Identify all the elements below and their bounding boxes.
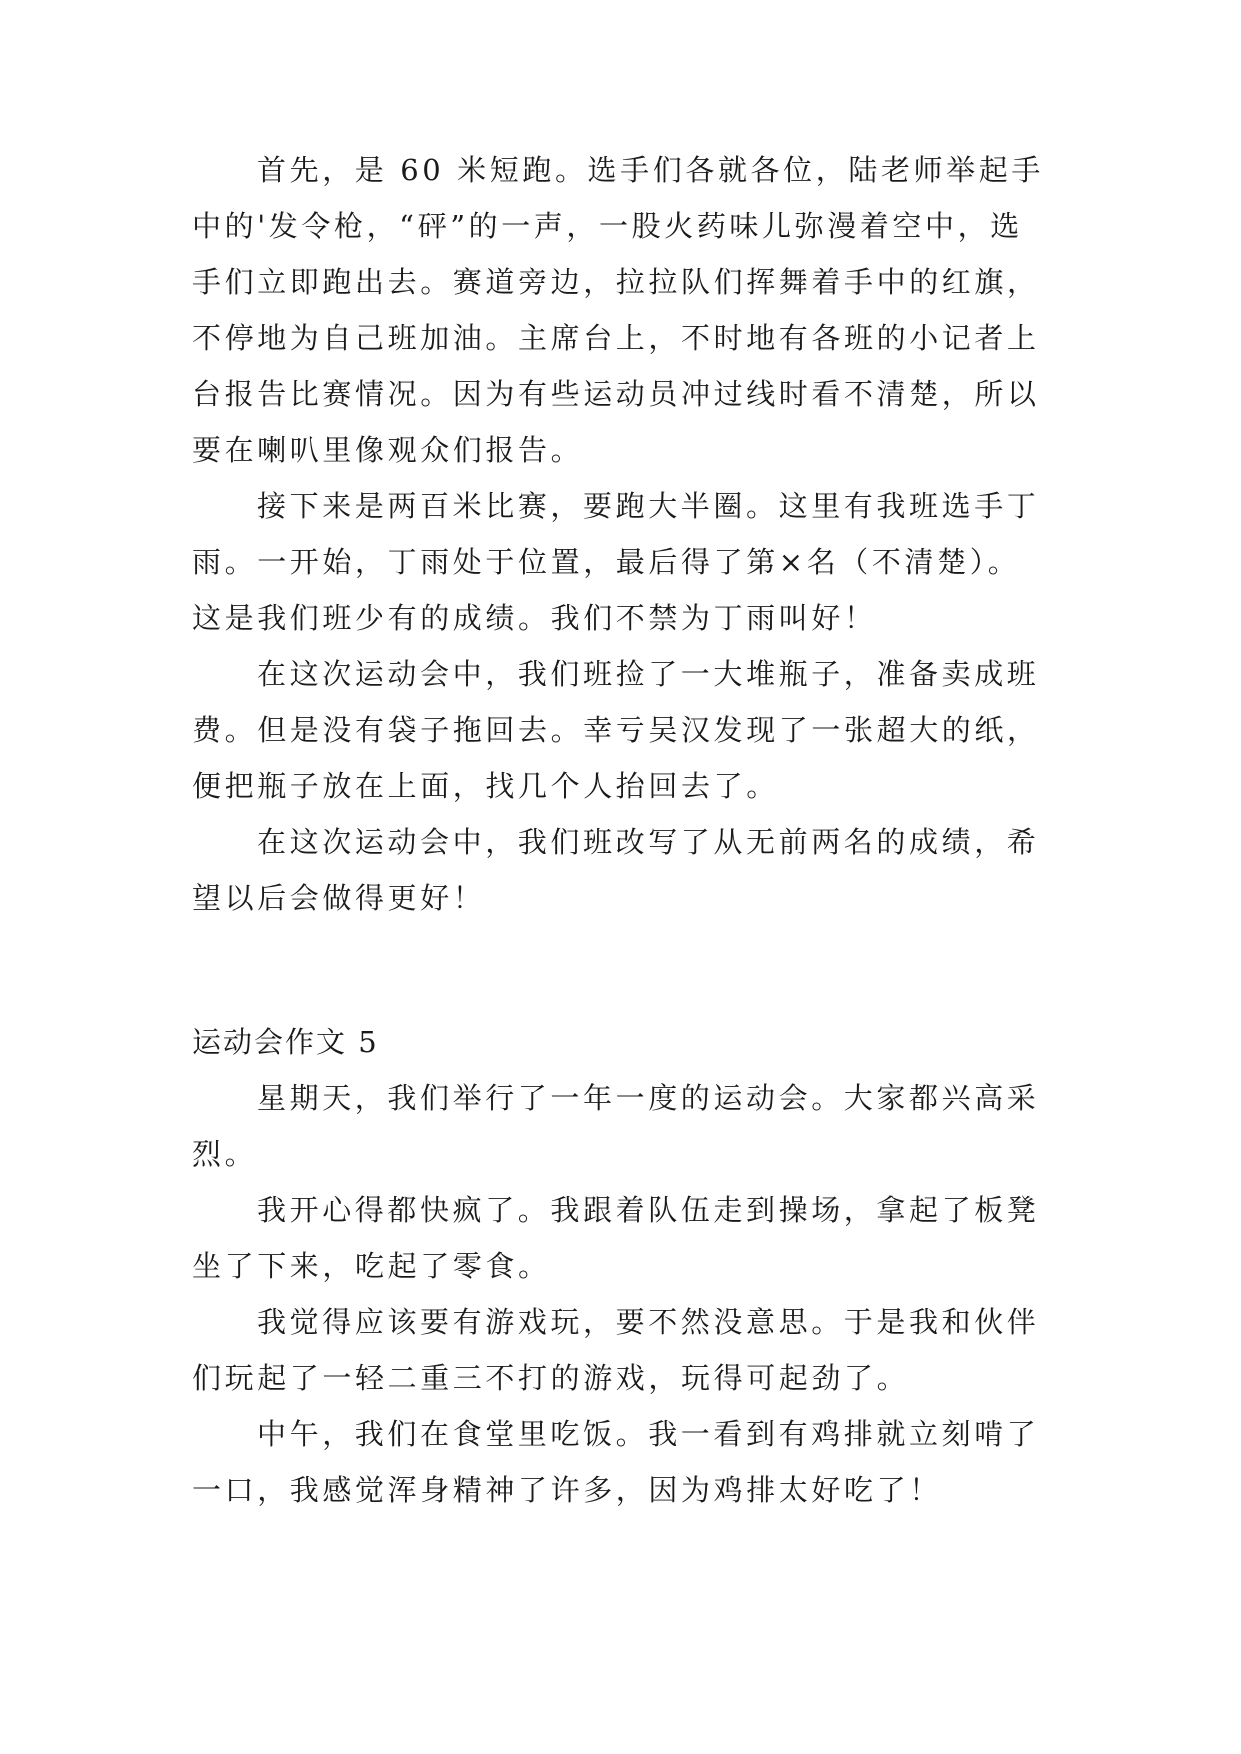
essay-paragraph-2-line-1: 我开心得都快疯了。我跟着队伍走到操场，拿起了板凳 xyxy=(257,1193,1040,1227)
paragraph-1-line-2: 中的'发令枪，“砰”的一声，一股火药味儿弥漫着空中，选 xyxy=(192,209,1023,243)
essay-paragraph-3-line-1: 我觉得应该要有游戏玩，要不然没意思。于是我和伙伴 xyxy=(257,1305,1040,1339)
paragraph-4-line-2: 望以后会做得更好！ xyxy=(192,881,486,915)
paragraph-2-line-1: 接下来是两百米比赛，要跑大半圈。这里有我班选手丁 xyxy=(257,489,1040,523)
section-title: 运动会作文 5 xyxy=(192,1025,379,1059)
essay-paragraph-2-line-2: 坐了下来，吃起了零食。 xyxy=(192,1249,551,1283)
paragraph-1-line-3: 手们立即跑出去。赛道旁边，拉拉队们挥舞着手中的红旗， xyxy=(192,265,1040,299)
essay-paragraph-3-line-2: 们玩起了一轻二重三不打的游戏，玩得可起劲了。 xyxy=(192,1361,910,1395)
essay-paragraph-4-line-2: 一口，我感觉浑身精神了许多，因为鸡排太好吃了！ xyxy=(192,1473,942,1507)
essay-paragraph-1-line-1: 星期天，我们举行了一年一度的运动会。大家都兴高采 xyxy=(257,1081,1040,1115)
paragraph-1-line-6: 要在喇叭里像观众们报告。 xyxy=(192,433,584,467)
paragraph-3-line-1: 在这次运动会中，我们班捡了一大堆瓶子，准备卖成班 xyxy=(257,657,1040,691)
paragraph-3-line-2: 费。但是没有袋子拖回去。幸亏吴汉发现了一张超大的纸， xyxy=(192,713,1040,747)
paragraph-4-line-1: 在这次运动会中，我们班改写了从无前两名的成绩，希 xyxy=(257,825,1040,859)
paragraph-2-line-3: 这是我们班少有的成绩。我们不禁为丁雨叫好！ xyxy=(192,601,877,635)
paragraph-1-line-4: 不停地为自己班加油。主席台上，不时地有各班的小记者上 xyxy=(192,321,1040,355)
essay-paragraph-4-line-1: 中午，我们在食堂里吃饭。我一看到有鸡排就立刻啃了 xyxy=(257,1417,1040,1451)
paragraph-3-line-3: 便把瓶子放在上面，找几个人抬回去了。 xyxy=(192,769,779,803)
paragraph-1-line-5: 台报告比赛情况。因为有些运动员冲过线时看不清楚，所以 xyxy=(192,377,1040,411)
essay-paragraph-1-line-2: 烈。 xyxy=(192,1137,258,1171)
paragraph-1-line-1: 首先，是 60 米短跑。选手们各就各位，陆老师举起手 xyxy=(257,153,1044,187)
paragraph-2-line-2: 雨。一开始，丁雨处于位置，最后得了第×名（不清楚）。 xyxy=(192,545,1021,579)
